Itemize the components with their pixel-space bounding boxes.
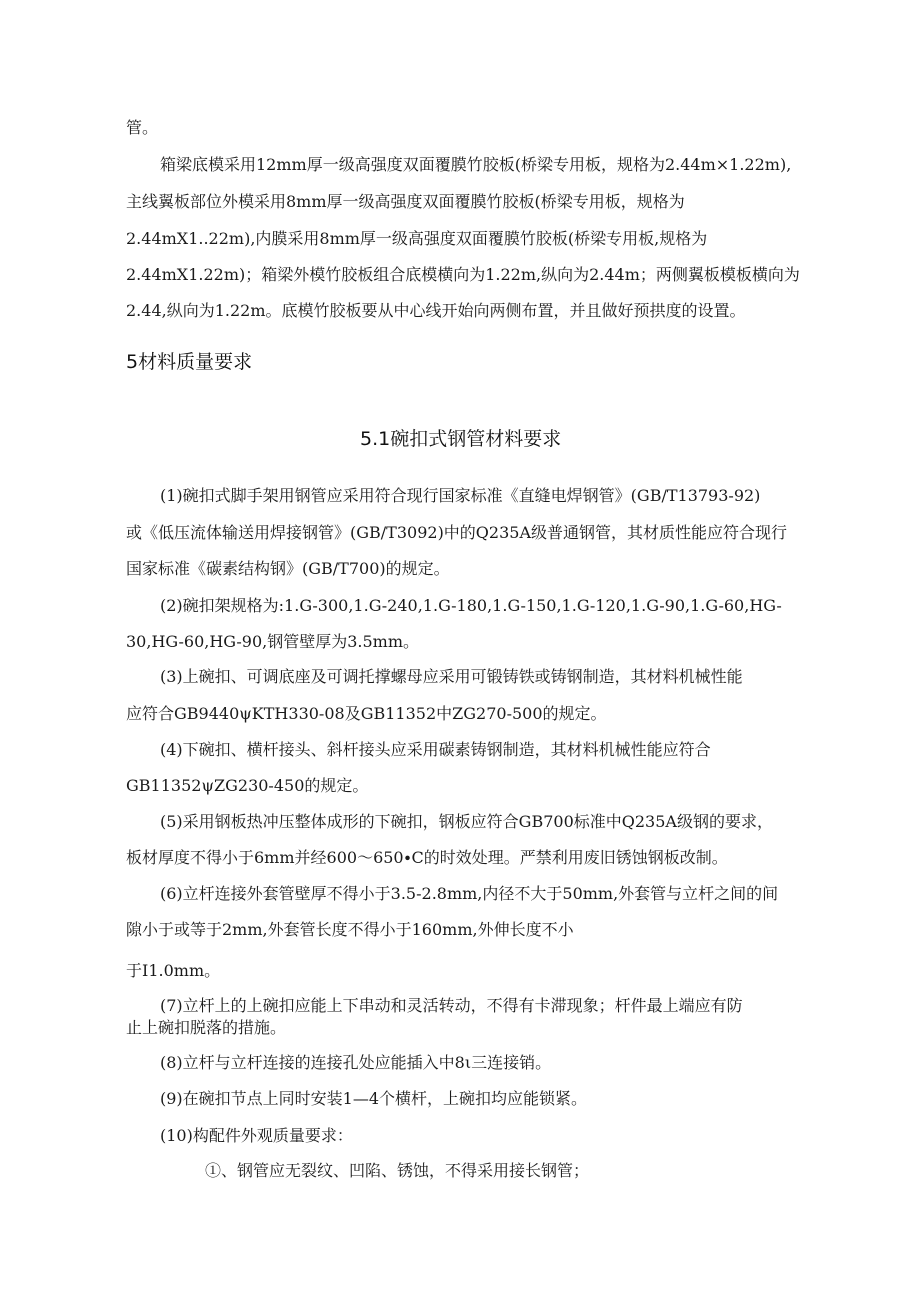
item-line-2: 或《低压流体输送用焊接钢管》(GB/T3092)中的Q235A级普通钢管，其材质性能应符合现行 xyxy=(126,523,788,542)
intro-line-6: 2.44,纵向为1.22m。底模竹胶板要从中心线开始向两侧布置，并且做好预拱度的设置。 xyxy=(126,301,746,320)
item-line-10: (5)采用钢板热冲压整体成形的下碗扣，钢板应符合GB700标准中Q235A级钢的要求， xyxy=(160,812,773,831)
item-line-20: ①、钢管应无裂纹、凹陷、锈蚀，不得采用接长钢管； xyxy=(205,1161,590,1180)
item-line-4: (2)碗扣架规格为:1.G-300,1.G-240,1.G-180,1.G-150,1.G-120,1.G-90,1.G-60,HG- xyxy=(160,596,782,615)
item-line-17: (8)立杆与立杆连接的连接孔处应能插入中8ι三连接销。 xyxy=(160,1053,552,1072)
intro-line-4: 2.44mX1..22m),内膜采用8mm厚一级高强度双面覆膜竹胶板(桥梁专用板,规格为 xyxy=(126,229,708,248)
item-line-12: (6)立杆连接外套管壁厚不得小于3.5-2.8mm,内径不大于50mm,外套管与立杆之间的间 xyxy=(160,884,779,903)
intro-line-1: 管。 xyxy=(126,118,159,137)
item-line-14: 于I1.0mm。 xyxy=(126,961,221,980)
item-line-6: (3)上碗扣、可调底座及可调托撑螺母应采用可锻铸铁或铸钢制造，其材料机械性能 xyxy=(160,667,743,686)
item-line-11: 板材厚度不得小于6mm并经600～650∙C的时效处理。严禁利用废旧锈蚀钢板改制。 xyxy=(126,848,728,867)
item-line-3: 国家标准《碳素结构钢》(GB/T700)的规定。 xyxy=(126,559,450,578)
intro-line-2: 箱梁底模采用12mm厚一级高强度双面覆膜竹胶板(桥梁专用板，规格为2.44m×1.22m), xyxy=(160,155,792,174)
intro-line-5: 2.44mX1.22m)；箱梁外模竹胶板组合底模横向为1.22m,纵向为2.44m；两侧翼板模板横向为 xyxy=(126,265,800,284)
item-line-13: 隙小于或等于2mm,外套管长度不得小于160mm,外伸长度不小 xyxy=(126,920,574,939)
item-line-7: 应符合GB9440ψKTH330-08及GB11352中ZG270-500的规定。 xyxy=(126,704,607,723)
item-line-16: 止上碗扣脱落的措施。 xyxy=(126,1018,287,1037)
item-line-5: 30,HG-60,HG-90,钢管壁厚为3.5mm。 xyxy=(126,632,420,651)
section-heading: 5材料质量要求 xyxy=(126,351,253,373)
item-line-15: (7)立杆上的上碗扣应能上下串动和灵活转动，不得有卡滞现象；杆件最上端应有防 xyxy=(160,996,743,1015)
item-line-1: (1)碗扣式脚手架用钢管应采用符合现行国家标准《直缝电焊钢管》(GB/T13793-92) xyxy=(160,486,761,505)
item-line-9: GB11352ψZG230-450的规定。 xyxy=(126,776,369,795)
item-line-8: (4)下碗扣、横杆接头、斜杆接头应采用碳素铸钢制造，其材料机械性能应符合 xyxy=(160,740,711,759)
subsection-heading: 5.1碗扣式钢管材料要求 xyxy=(360,428,562,450)
item-line-18: (9)在碗扣节点上同时安装1—4个横杆，上碗扣均应能锁紧。 xyxy=(160,1089,588,1108)
item-line-19: (10)构配件外观质量要求： xyxy=(160,1126,353,1145)
intro-line-3: 主线翼板部位外模采用8mm厚一级高强度双面覆膜竹胶板(桥梁专用板，规格为 xyxy=(126,192,685,211)
